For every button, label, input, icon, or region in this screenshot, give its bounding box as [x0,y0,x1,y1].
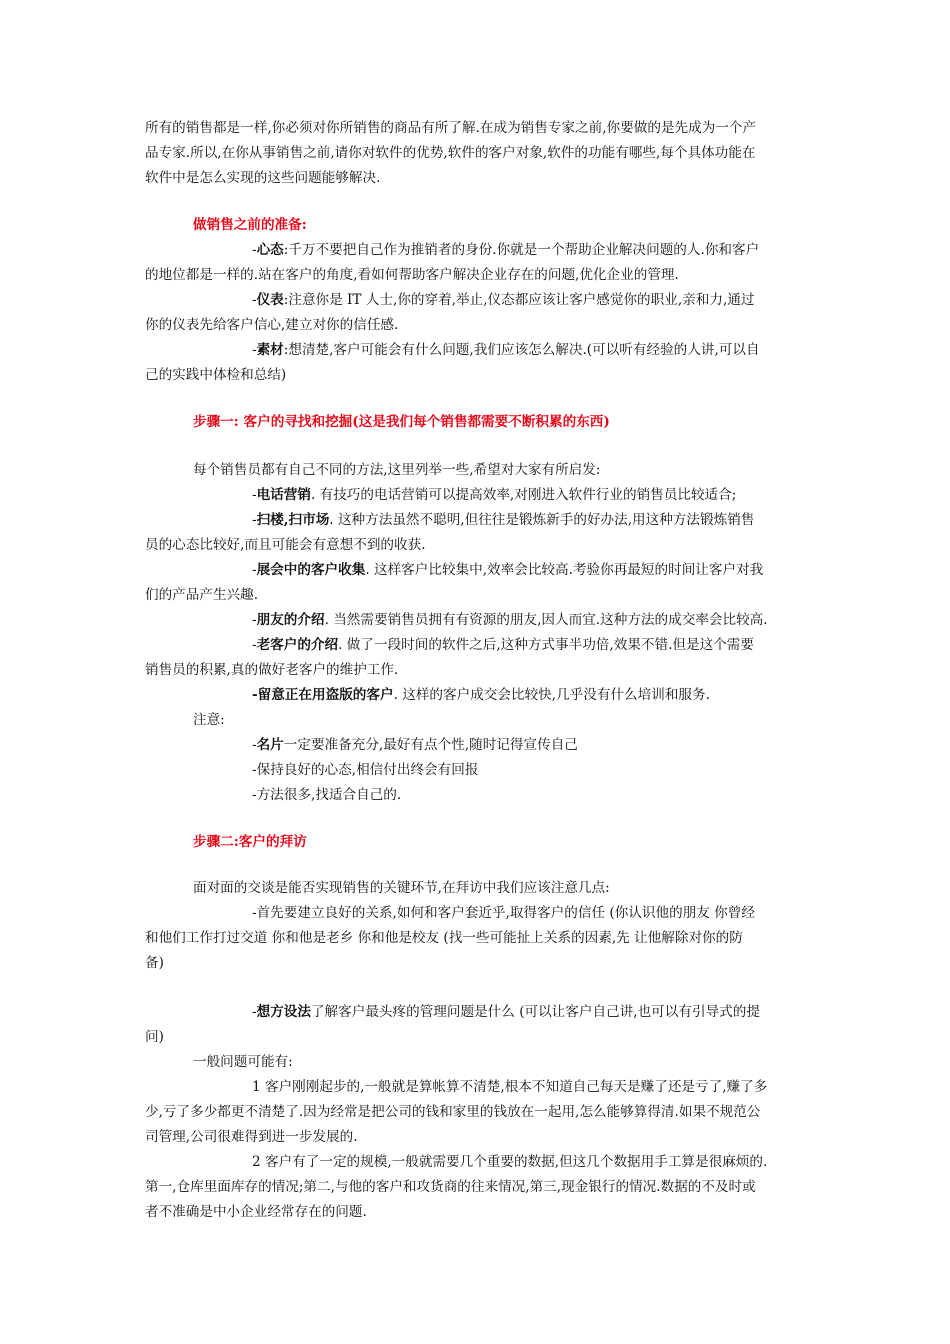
note-1: -名片一定要准备充分,最好有点个性,随时记得宣传自己 [252,737,578,753]
method-1-term: 电话营销 [256,487,311,503]
prep-mind-line-1: -心态:千万不要把自己作为推销者的身份.你就是一个帮助企业解决问题的人.你和客户 [252,242,760,258]
intro-line-3: 软件中是怎么实现的这些问题能够解决. [145,170,381,186]
method-2-term: 扫楼,扫市场 [256,512,330,528]
problem-2-line-1: 2 客户有了一定的规模,一般就需要几个重要的数据,但这几个数据用手工算是很麻烦的. [252,1154,768,1170]
point-2-term: 想方设法 [256,1004,311,1020]
method-3-text: . 这样客户比较集中,效率会比较高.考验你再最短的时间让客户对我 [365,562,764,578]
step2-point-2-line-2: 问) [145,1029,164,1045]
mind-text: :千万不要把自己作为推销者的身份.你就是一个帮助企业解决问题的人.你和客户 [283,242,760,258]
step1-heading: 步骤一: 客户的寻找和挖掘(这是我们每个销售都需要不断积累的东西) [193,414,610,430]
step2-point-2-line-1: -想方设法了解客户最头疼的管理问题是什么 (可以让客户自己讲,也可以有引导式的提 [252,1004,760,1020]
mind-term: 心态 [256,242,284,258]
problem-1-line-1: 1 客户刚刚起步的,一般就是算帐算不清楚,根本不知道自己每天是赚了还是亏了,赚了多 [252,1079,768,1095]
step1-method-5-line-1: -老客户的介绍. 做了一段时间的软件之后,这种方式事半功倍,效果不错.但是这个需要 [252,637,754,653]
prep-material-line-1: -素材:想清楚,客户可能会有什么问题,我们应该怎么解决.(可以听有经验的人讲,可以自 [252,342,760,358]
material-text: :想清楚,客户可能会有什么问题,我们应该怎么解决.(可以听有经验的人讲,可以自 [283,342,760,358]
method-4-text: . 当然需要销售员拥有有资源的朋友,因人而宜.这种方法的成交率会比较高. [324,612,768,628]
step1-method-3-line-2: 们的产品产生兴趣. [145,587,259,603]
step1-method-3-line-1: -展会中的客户收集. 这样客户比较集中,效率会比较高.考验你再最短的时间让客户对我 [252,562,764,578]
step1-method-6: -留意正在用盗版的客户. 这样的客户成交会比较快,几乎没有什么培训和服务. [252,687,710,703]
note-1-text: 一定要准备充分,最好有点个性,随时记得宣传自己 [283,737,578,753]
method-6-term: 留意正在用盗版的客户 [257,687,394,703]
prep-material-line-2: 己的实践中体检和总结) [145,367,287,383]
step2-heading: 步骤二:客户的拜访 [193,834,307,850]
step1-method-1: -电话营销. 有技巧的电话营销可以提高效率,对刚进入软件行业的销售员比较适合; [252,487,737,503]
intro-line-1: 所有的销售都是一样,你必须对你所销售的商品有所了解.在成为销售专家之前,你要做的是先成为一个产 [145,120,757,136]
problem-2-line-3: 者不准确是中小企业经常存在的问题. [145,1204,367,1220]
problem-1-line-3: 司管理,公司很难得到进一步发展的. [145,1129,358,1145]
method-6-text: . 这样的客户成交会比较快,几乎没有什么培训和服务. [393,687,710,703]
method-2-text: . 这种方法虽然不聪明,但往往是锻炼新手的好办法,用这种方法锻炼销售 [329,512,755,528]
method-3-term: 展会中的客户收集 [256,562,366,578]
point-2-text: 了解客户最头疼的管理问题是什么 (可以让客户自己讲,也可以有引导式的提 [310,1004,760,1020]
method-1-text: . 有技巧的电话营销可以提高效率,对刚进入软件行业的销售员比较适合; [310,487,737,503]
step2-point-1-line-2: 和他们工作打过交道 你和他是老乡 你和他是校友 (找一些可能扯上关系的因素,先 让他解除对你的防 [145,930,743,946]
prep-heading: 做销售之前的准备: [193,217,307,233]
method-4-term: 朋友的介绍 [256,612,325,628]
step1-intro: 每个销售员都有自己不同的方法,这里列举一些,希望对大家有所启发: [193,462,601,478]
problem-1-line-2: 少,亏了多少都更不清楚了.因为经常是把公司的钱和家里的钱放在一起用,怎么能够算得清.如果不规范公 [145,1104,761,1120]
step2-point-1-line-3: 备) [145,955,164,971]
look-text: :注意你是 IT 人士,你的穿着,举止,仪态都应该让客户感觉你的职业,亲和力,通过 [283,292,755,308]
look-term: 仪表 [256,292,284,308]
step1-method-2-line-1: -扫楼,扫市场. 这种方法虽然不聪明,但往往是锻炼新手的好办法,用这种方法锻炼销售 [252,512,755,528]
problem-2-line-2: 第一,仓库里面库存的情况;第二,与他的客户和攻货商的往来情况,第三,现金银行的情况.数据的不及时或 [145,1179,756,1195]
step1-method-5-line-2: 销售员的积累,真的做好老客户的维护工作. [145,662,399,678]
note-1-term: 名片 [256,737,284,753]
method-5-text: . 做了一段时间的软件之后,这种方式事半功倍,效果不错.但是这个需要 [338,637,754,653]
material-term: 素材 [256,342,284,358]
step1-method-2-line-2: 员的心态比较好,而且可能会有意想不到的收获. [145,537,426,553]
prep-mind-line-2: 的地位都是一样的.站在客户的角度,看如何帮助客户解决企业存在的问题,优化企业的管理. [145,267,679,283]
method-5-term: 老客户的介绍 [256,637,339,653]
prep-look-line-1: -仪表:注意你是 IT 人士,你的穿着,举止,仪态都应该让客户感觉你的职业,亲和力,通过 [252,292,755,308]
step2-intro: 面对面的交谈是能否实现销售的关键环节,在拜访中我们应该注意几点: [193,880,610,896]
step2-point-1-line-1: -首先要建立良好的关系,如何和客户套近乎,取得客户的信任 (你认识他的朋友 你曾经 [252,905,755,921]
problems-label: 一般问题可能有: [193,1054,293,1070]
prep-look-line-2: 你的仪表先给客户信心,建立对你的信任感. [145,317,399,333]
note-label: 注意: [193,712,225,728]
step1-method-4: -朋友的介绍. 当然需要销售员拥有有资源的朋友,因人而宜.这种方法的成交率会比较高. [252,612,768,628]
note-2: -保持良好的心态,相信付出终会有回报 [252,762,479,778]
note-3: -方法很多,找适合自己的. [252,787,402,803]
intro-line-2: 品专家.所以,在你从事销售之前,请你对软件的优势,软件的客户对象,软件的功能有哪些,每个具体功能在 [145,145,756,161]
